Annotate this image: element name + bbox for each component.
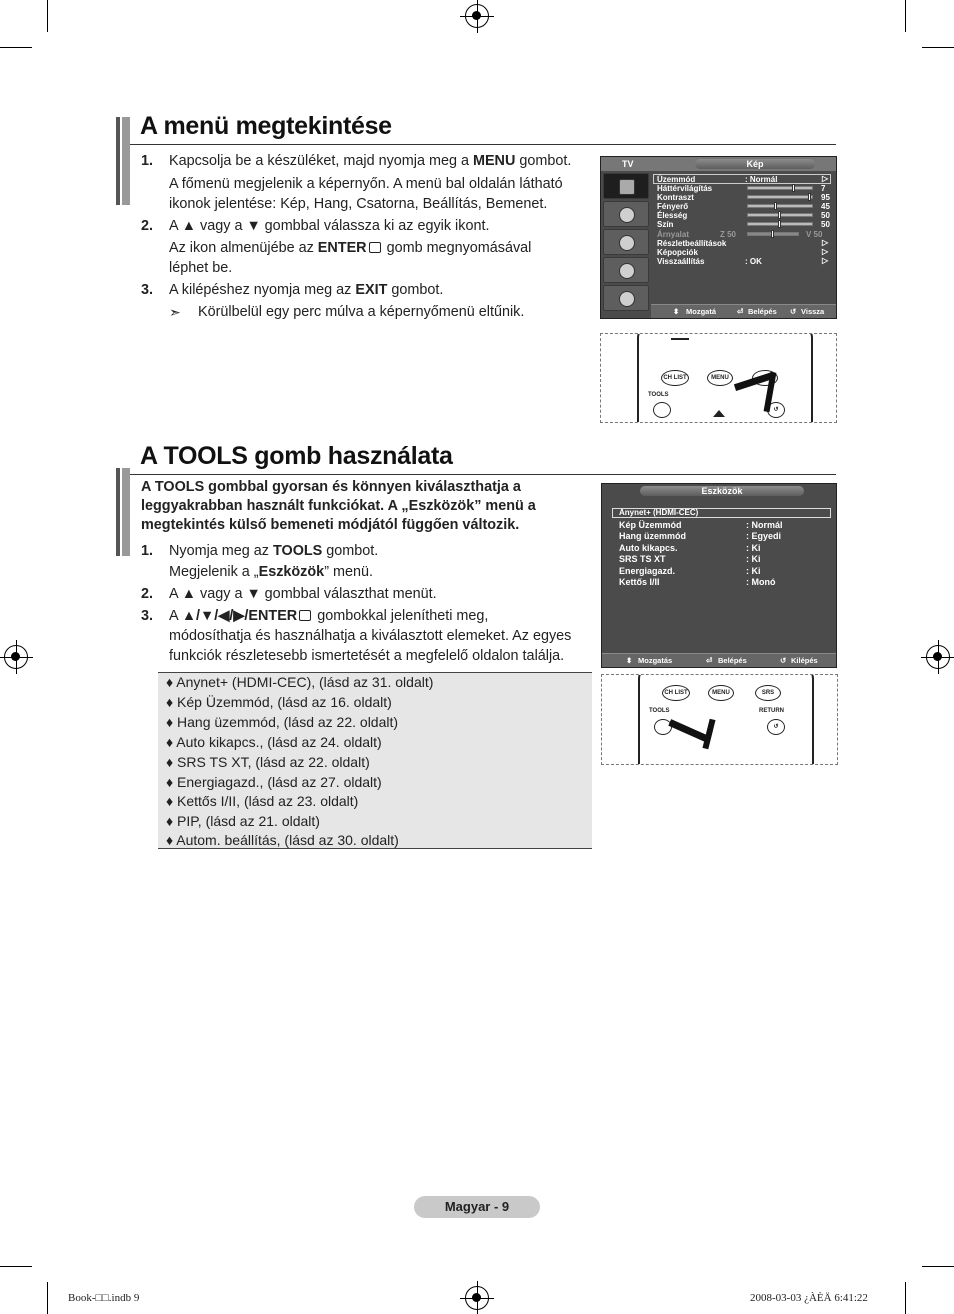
osd-input-icon[interactable] xyxy=(603,285,649,311)
osd-value: : Egyedi xyxy=(746,531,782,541)
title-rule xyxy=(130,144,836,145)
list-item: ♦ Anynet+ (HDMI-CEC), (lásd az 31. oldalt) xyxy=(166,674,434,690)
tools-label: TOOLS xyxy=(649,708,670,714)
osd-tv-label: TV xyxy=(622,159,634,169)
osd-footer xyxy=(602,653,836,667)
section-marker xyxy=(122,117,130,205)
list-item: ♦ Autom. beállítás, (lásd az 30. oldalt) xyxy=(166,832,399,848)
tools-button[interactable] xyxy=(653,402,671,418)
osd-setup-icon[interactable] xyxy=(603,257,649,283)
remote-illustration xyxy=(600,333,837,423)
ch-list-button[interactable]: CH LIST xyxy=(661,370,689,386)
step-2: 2. A ▲ vagy a ▼ gombbal választhat menüt. xyxy=(141,586,437,602)
osd-row-brightness[interactable]: Fényerő xyxy=(657,202,689,211)
crop-mark xyxy=(47,0,48,32)
enter-icon: ⏎ xyxy=(706,656,713,665)
osd-value: : Normál xyxy=(746,520,783,530)
osd-slider[interactable] xyxy=(747,222,813,226)
intro-line: megtekintés külső bemeneti módjától függően változik. xyxy=(141,517,520,533)
osd-row-reset[interactable]: Visszaállítás xyxy=(657,257,705,266)
enter-icon: ⏎ xyxy=(737,307,744,316)
osd-slider[interactable] xyxy=(747,232,799,236)
osd-slider[interactable] xyxy=(747,213,813,217)
osd-footer-enter: Belépés xyxy=(718,656,747,665)
section-title: A TOOLS gomb használata xyxy=(140,442,453,470)
step-1-desc-line: ikonok jelentése: Kép, Hang, Csatorna, Beállítás, Bemenet. xyxy=(169,196,548,212)
note: ➣ Körülbelül egy perc múlva a képernyőmenü eltűnik. xyxy=(141,302,591,324)
osd-tab-kep: Kép xyxy=(695,159,815,169)
ch-list-button[interactable]: CH LIST xyxy=(662,685,690,701)
osd-row-picture-mode[interactable]: Kép Üzemmód xyxy=(619,520,682,530)
up-arrow-icon xyxy=(713,410,725,417)
list-item: ♦ Auto kikapcs., (lásd az 24. oldalt) xyxy=(166,734,382,750)
page-number-badge: Magyar - 9 xyxy=(414,1196,540,1218)
minus-icon xyxy=(671,338,689,340)
intro-line: A TOOLS gombbal gyorsan és könnyen kiválaszthatja a xyxy=(141,479,521,495)
step-3: 3. A kilépéshez nyomja meg az EXIT gombot. xyxy=(141,282,444,298)
osd-picture-icon[interactable] xyxy=(603,173,649,199)
osd-row-energy[interactable]: Energiagazd. xyxy=(619,566,676,576)
registration-mark-icon xyxy=(465,4,489,28)
osd-row-mode-value: : Normál xyxy=(745,175,778,184)
osd-row-mode[interactable]: Üzemmód xyxy=(657,175,696,184)
crop-mark xyxy=(922,1266,954,1267)
step-2-desc-line: léphet be. xyxy=(169,260,233,276)
osd-value: 50 xyxy=(821,211,830,220)
osd-sound-icon[interactable] xyxy=(603,201,649,227)
osd-row-colour[interactable]: Szín xyxy=(657,220,674,229)
osd-row-srs[interactable]: SRS TS XT xyxy=(619,554,666,564)
menu-button[interactable]: MENU xyxy=(708,685,734,701)
section-marker xyxy=(122,468,130,556)
section-marker xyxy=(116,468,120,556)
osd-footer-move: Mozgatás xyxy=(638,656,673,665)
osd-footer-back: Vissza xyxy=(801,307,825,316)
osd-tools-menu xyxy=(601,483,837,668)
registration-mark-icon xyxy=(465,1286,489,1310)
osd-value: : Ki xyxy=(746,566,761,576)
osd-slider[interactable] xyxy=(747,204,813,208)
osd-picture-menu xyxy=(600,156,837,319)
osd-row-backlight[interactable]: Háttérvilágítás xyxy=(657,184,713,193)
list-item: ♦ Energiagazd., (lásd az 27. oldalt) xyxy=(166,774,382,790)
list-item: ♦ PIP, (lásd az 21. oldalt) xyxy=(166,813,320,829)
osd-tab-eszkozok: Eszközök xyxy=(640,486,804,496)
step-1 xyxy=(141,151,591,173)
osd-row-sleep[interactable]: Auto kikapcs. xyxy=(619,543,678,553)
osd-arrow-icon: ▷ xyxy=(822,247,829,256)
osd-reset-value: : OK xyxy=(745,257,762,266)
osd-row-sound-mode[interactable]: Hang üzemmód xyxy=(619,531,687,541)
osd-footer-enter: Belépés xyxy=(748,307,777,316)
menu-button[interactable]: MENU xyxy=(707,370,733,386)
osd-value: : Ki xyxy=(746,554,761,564)
osd-arrow-icon: ▷ xyxy=(822,256,829,265)
osd-slider[interactable] xyxy=(747,186,813,190)
srs-button[interactable]: SRS xyxy=(755,685,781,701)
section-marker xyxy=(116,117,120,205)
osd-row-options[interactable]: Képopciók xyxy=(657,248,698,257)
footer-timestamp: 2008-03-03 ¿ÀÈÄ 6:41:22 xyxy=(750,1292,868,1304)
list-item: ♦ SRS TS XT, (lásd az 22. oldalt) xyxy=(166,754,370,770)
move-icon: ⬍ xyxy=(626,656,633,665)
step-3-desc-line: módosíthatja és használhatja a kiválasztott elemeket. Az egyes xyxy=(169,628,572,644)
footer-file: Book-□□.indb 9 xyxy=(68,1292,140,1304)
step-text: Kapcsolja be a készüléket, majd nyomja meg a MENU gombot. xyxy=(169,153,572,169)
crop-mark xyxy=(47,1282,48,1314)
remote-illustration xyxy=(601,674,838,765)
osd-row-anynet[interactable]: Anynet+ (HDMI-CEC) xyxy=(619,508,699,517)
enter-icon xyxy=(369,242,381,253)
list-item: ♦ Hang üzemmód, (lásd az 22. oldalt) xyxy=(166,714,399,730)
osd-value: : Ki xyxy=(746,543,761,553)
section-title: A menü megtekintése xyxy=(140,112,392,140)
osd-slider[interactable] xyxy=(747,195,813,199)
step-3: 3. A ▲/▼/◀/▶/ENTER gombokkal jelenítheti meg, xyxy=(141,608,489,624)
osd-value: 45 xyxy=(821,202,830,211)
step-number: 1. xyxy=(141,153,154,169)
crop-mark xyxy=(905,1282,906,1314)
step-3-desc-line: funkciók részletesebb ismertetését a megfelelő oldalon találja. xyxy=(169,648,565,664)
osd-tint-right: V 50 xyxy=(806,230,823,239)
osd-value: : Monó xyxy=(746,577,776,587)
list-item: ♦ Kép Üzemmód, (lásd az 16. oldalt) xyxy=(166,694,392,710)
crop-mark xyxy=(905,0,906,32)
crop-mark xyxy=(922,47,954,48)
enter-icon xyxy=(299,610,311,621)
list-item: ♦ Kettős I/II, (lásd az 23. oldalt) xyxy=(166,793,359,809)
crop-mark xyxy=(0,1266,32,1267)
osd-footer-exit: Kilépés xyxy=(791,656,818,665)
osd-arrow-icon: ▷ xyxy=(822,174,829,183)
osd-value: 50 xyxy=(821,220,830,229)
registration-mark-icon xyxy=(4,645,28,669)
return-label: RETURN xyxy=(759,708,784,714)
osd-row-sharpness[interactable]: Élesség xyxy=(657,211,688,220)
step-1-desc-line: Megjelenik a „Eszközök” menü. xyxy=(169,564,373,580)
step-1: 1. Nyomja meg az TOOLS gombot. xyxy=(141,543,379,559)
note-arrow-icon: ➣ xyxy=(169,304,181,320)
return-icon: ↺ xyxy=(790,307,797,316)
osd-footer-move: Mozgatá xyxy=(686,307,716,316)
step-2: 2. A ▲ vagy a ▼ gombbal válassza ki az egyik ikont. xyxy=(141,218,490,234)
intro-line: leggyakrabban használt funkciókat. A „Eszközök” menü a xyxy=(141,498,536,514)
osd-row-tint[interactable]: Árnyalat xyxy=(657,230,690,239)
osd-value: 7 xyxy=(821,184,826,193)
osd-value: 95 xyxy=(821,193,830,202)
osd-row-contrast[interactable]: Kontraszt xyxy=(657,193,694,202)
osd-arrow-icon: ▷ xyxy=(822,238,829,247)
move-icon: ⬍ xyxy=(673,307,680,316)
return-button[interactable]: ↺ xyxy=(767,719,785,735)
osd-row-detail[interactable]: Részletbeállítások xyxy=(657,239,727,248)
osd-row-dual[interactable]: Kettős I/II xyxy=(619,577,660,587)
registration-mark-icon xyxy=(926,645,950,669)
tools-feature-list xyxy=(158,672,592,849)
tools-label: TOOLS xyxy=(648,392,669,398)
step-1-desc-line: A főmenü megjelenik a képernyőn. A menü bal oldalán látható xyxy=(169,176,563,192)
crop-mark xyxy=(0,47,32,48)
return-button[interactable]: ↺ xyxy=(767,402,785,418)
step-2-desc-line: Az ikon almenüjébe az ENTER gomb megnyomásával xyxy=(169,240,532,256)
title-rule xyxy=(130,474,836,475)
osd-footer xyxy=(651,304,836,318)
return-icon: ↺ xyxy=(780,656,787,665)
osd-channel-icon[interactable] xyxy=(603,229,649,255)
osd-tint-left: Z 50 xyxy=(720,230,737,239)
